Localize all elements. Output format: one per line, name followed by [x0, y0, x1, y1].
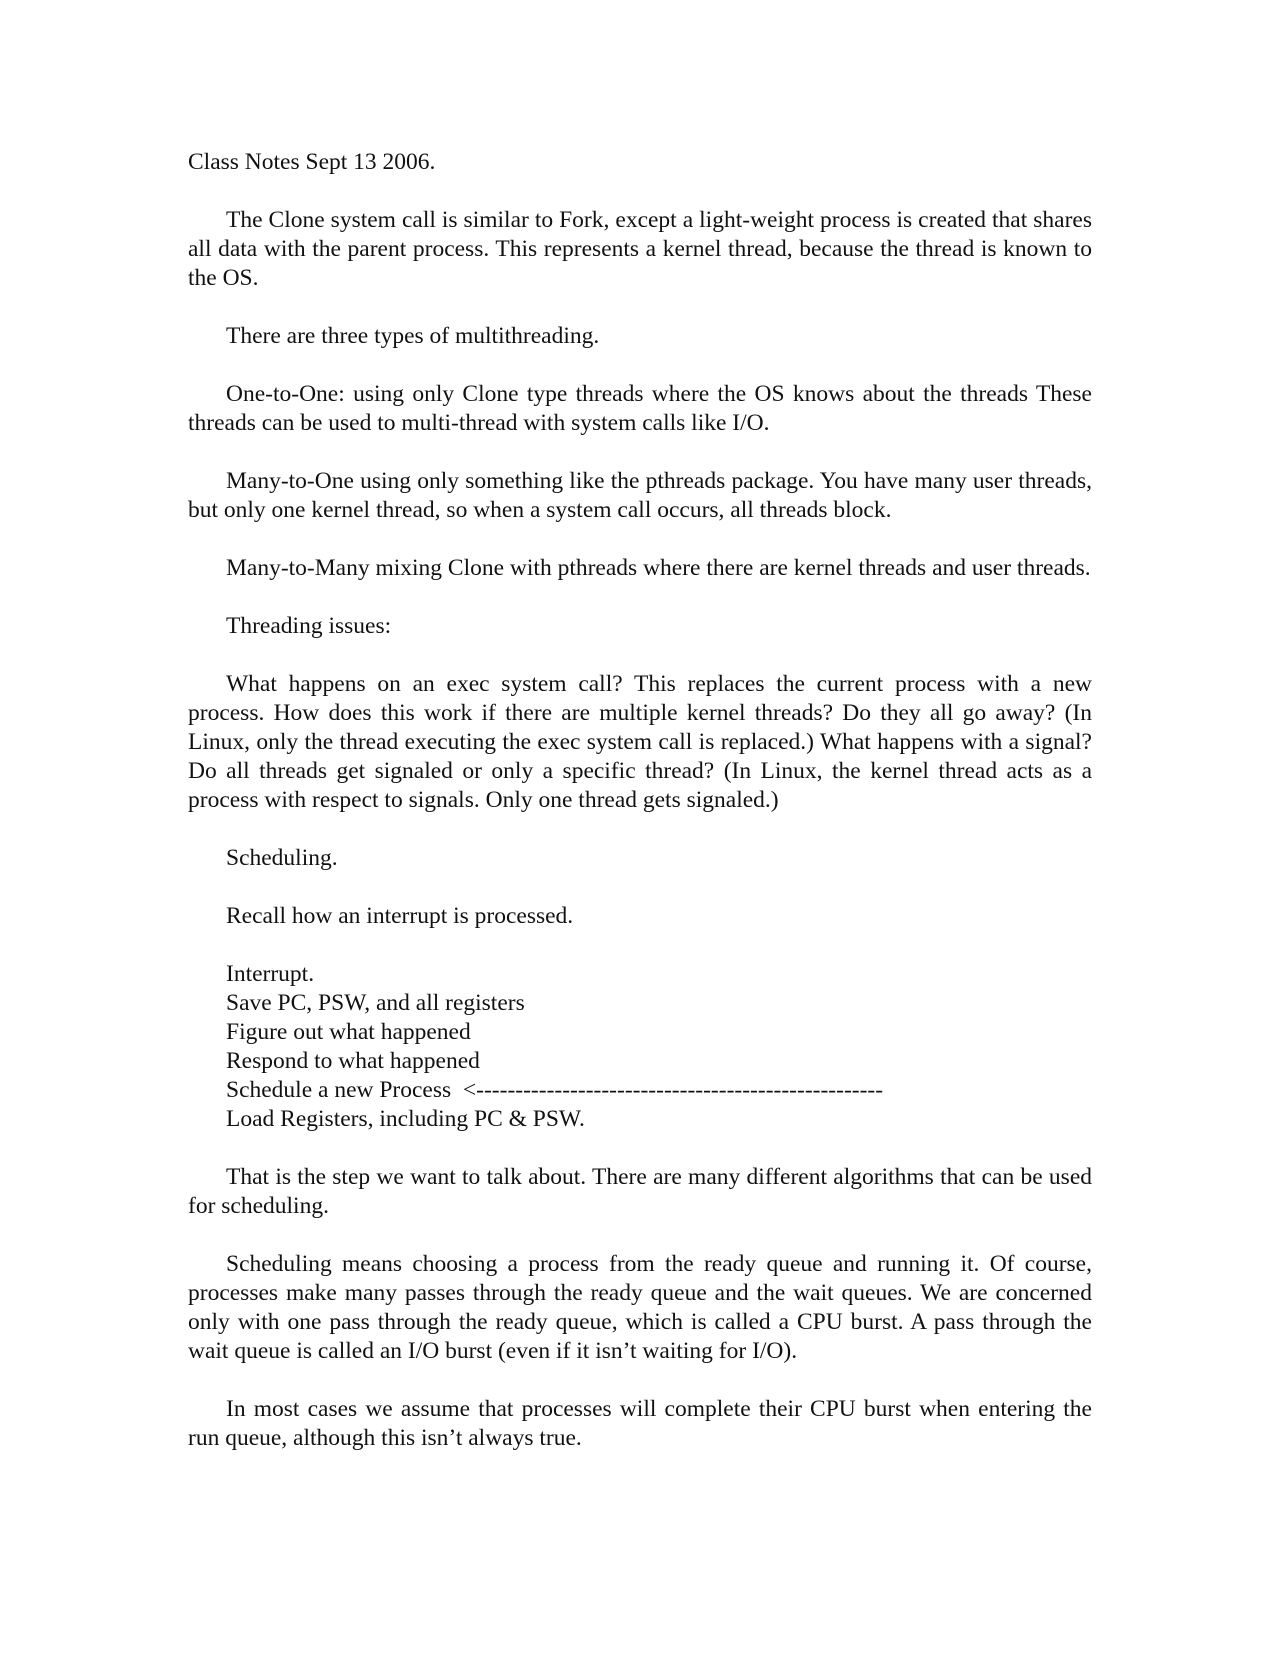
interrupt-step: Load Registers, including PC & PSW. — [226, 1106, 585, 1132]
paragraph-recall-interrupt: Recall how an interrupt is processed. — [226, 903, 574, 929]
paragraph-many-to-many: Many-to-Many mixing Clone with pthreads where there are kernel threads and user threads. — [226, 555, 1091, 581]
paragraph-multithreading-types: There are three types of multithreading. — [226, 323, 600, 349]
interrupt-step: Respond to what happened — [226, 1048, 480, 1074]
document-title: Class Notes Sept 13 2006. — [188, 149, 436, 175]
interrupt-steps-list — [226, 960, 1092, 1134]
paragraph-clone-system-call: The Clone system call is similar to Fork, except a light-weight process is created that shares all data with the parent process. This represents a kernel thread, because the thread is known to the OS. — [188, 207, 1092, 291]
paragraph-many-to-one: Many-to-One using only something like the pthreads package. You have many user threads, but only one kernel thread, so when a system call occurs, all threads block. — [188, 468, 1092, 523]
paragraph-one-to-one: One-to-One: using only Clone type threads where the OS knows about the threads These threads can be used to multi-thread with system calls like I/O. — [188, 381, 1092, 436]
paragraph-scheduling-step: That is the step we want to talk about. There are many different algorithms that can be used for scheduling. — [188, 1164, 1092, 1219]
document-body — [188, 148, 1092, 1482]
paragraph-scheduling-heading: Scheduling. — [226, 845, 338, 871]
paragraph-exec-and-signals: What happens on an exec system call? This replaces the current process with a new process. How does this work if there are multiple kernel threads? Do they all go away? (In Linux, only the thread executing the exec system call is replaced.) What happens with a signal? Do all threads get signaled or only a specific thread? (In Linux, the kernel thread acts as a process with respect to signals. Only one thread gets signaled.) — [188, 671, 1092, 813]
interrupt-step: Figure out what happened — [226, 1019, 471, 1045]
interrupt-step-schedule-arrow: Schedule a new Process <---------------------------------------------------- — [226, 1077, 884, 1103]
interrupt-step: Save PC, PSW, and all registers — [226, 990, 525, 1016]
interrupt-step: Interrupt. — [226, 961, 315, 987]
paragraph-threading-issues: Threading issues: — [226, 613, 392, 639]
paragraph-cpu-burst: Scheduling means choosing a process from the ready queue and running it. Of course, processes make many passes through the ready queue and the wait queues. We are concerned only with one pass through the ready queue, which is called a CPU burst. A pass through the wait queue is called an I/O burst (even if it isn’t waiting for I/O). — [188, 1251, 1092, 1364]
paragraph-run-queue: In most cases we assume that processes will complete their CPU burst when entering the run queue, although this isn’t always true. — [188, 1396, 1092, 1451]
